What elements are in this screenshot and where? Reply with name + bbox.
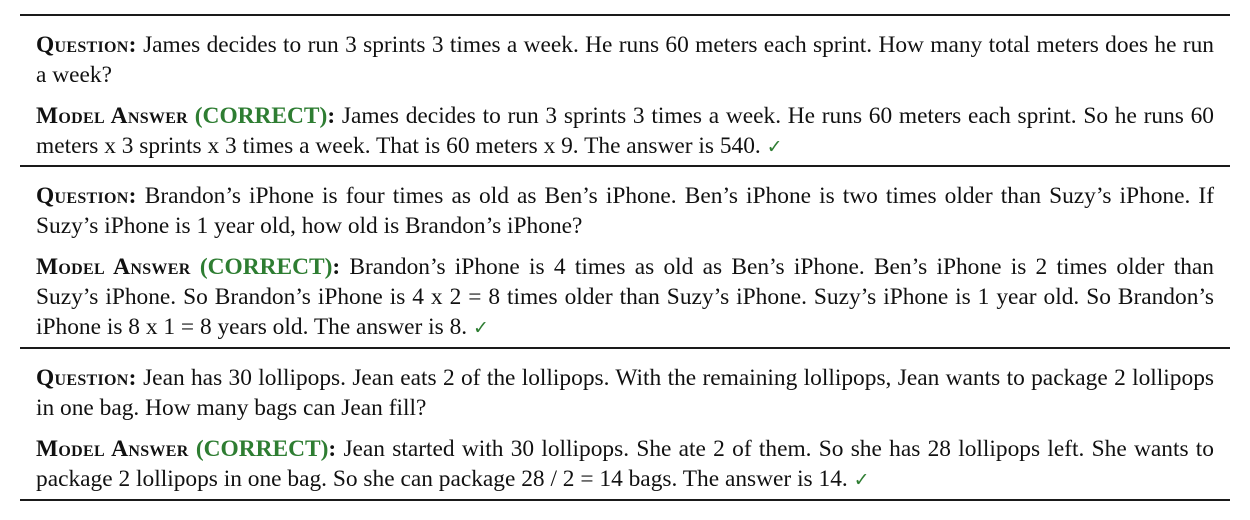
answer-text: James decides to run 3 sprints 3 times a week. He runs 60 meters each sprint. So he runs 60 meters x 3 sprints x 3 times a week. That is 60 meters x 9. The answer is 540. <box>36 103 1214 159</box>
label-colon: : <box>332 254 341 280</box>
label-colon: : <box>328 436 337 462</box>
label-colon: : <box>327 103 336 129</box>
checkmark-icon: ✓ <box>853 469 870 491</box>
question-label: Question: <box>36 365 137 391</box>
bottom-rule <box>20 499 1230 501</box>
checkmark-icon: ✓ <box>766 136 783 158</box>
model-answer-label: Model Answer <box>36 254 191 280</box>
question-paragraph <box>36 363 1214 423</box>
correct-tag: (CORRECT) <box>199 254 333 280</box>
question-text: James decides to run 3 sprints 3 times a week. He runs 60 meters each sprint. How many total meters does he run a week? <box>36 32 1214 88</box>
question-paragraph <box>36 181 1214 241</box>
question-paragraph <box>36 30 1214 90</box>
question-text: Jean has 30 lollipops. Jean eats 2 of the lollipops. With the remaining lollipops, Jean wants to package 2 lollipops in one bag. How many bags can Jean fill? <box>36 365 1214 421</box>
answer-text: Brandon’s iPhone is 4 times as old as Ben’s iPhone. Ben’s iPhone is 2 times older than Suzy’s iPhone. So Brandon’s iPhone is 4 x 2 = 8 times older than Suzy’s iPhone. Suzy’s iPhone is 1 year old. So Brandon’s iPhone is 8 x 1 = 8 years old. The answer is 8. <box>36 254 1214 340</box>
answer-paragraph <box>36 252 1214 343</box>
question-label: Question: <box>36 183 137 209</box>
answer-paragraph <box>36 434 1214 495</box>
example-block-2 <box>20 167 1230 347</box>
answer-paragraph <box>36 101 1214 162</box>
checkmark-icon: ✓ <box>473 317 489 339</box>
correct-tag: (CORRECT) <box>195 436 329 462</box>
correct-tag: (CORRECT) <box>194 103 328 129</box>
figure-panel <box>0 14 1250 520</box>
model-answer-label: Model Answer <box>36 103 189 129</box>
question-text: Brandon’s iPhone is four times as old as Ben’s iPhone. Ben’s iPhone is two times older than Suzy’s iPhone. If Suzy’s iPhone is 1 year old, how old is Brandon’s iPhone? <box>36 183 1214 239</box>
example-block-3 <box>20 349 1230 499</box>
model-answer-label: Model Answer <box>36 436 189 462</box>
question-label: Question: <box>36 32 137 58</box>
example-block-1 <box>20 16 1230 165</box>
answer-text: Jean started with 30 lollipops. She ate 2 of them. So she has 28 lollipops left. She wants to package 2 lollipops in one bag. So she can package 28 / 2 = 14 bags. The answer is 14. <box>36 436 1214 492</box>
